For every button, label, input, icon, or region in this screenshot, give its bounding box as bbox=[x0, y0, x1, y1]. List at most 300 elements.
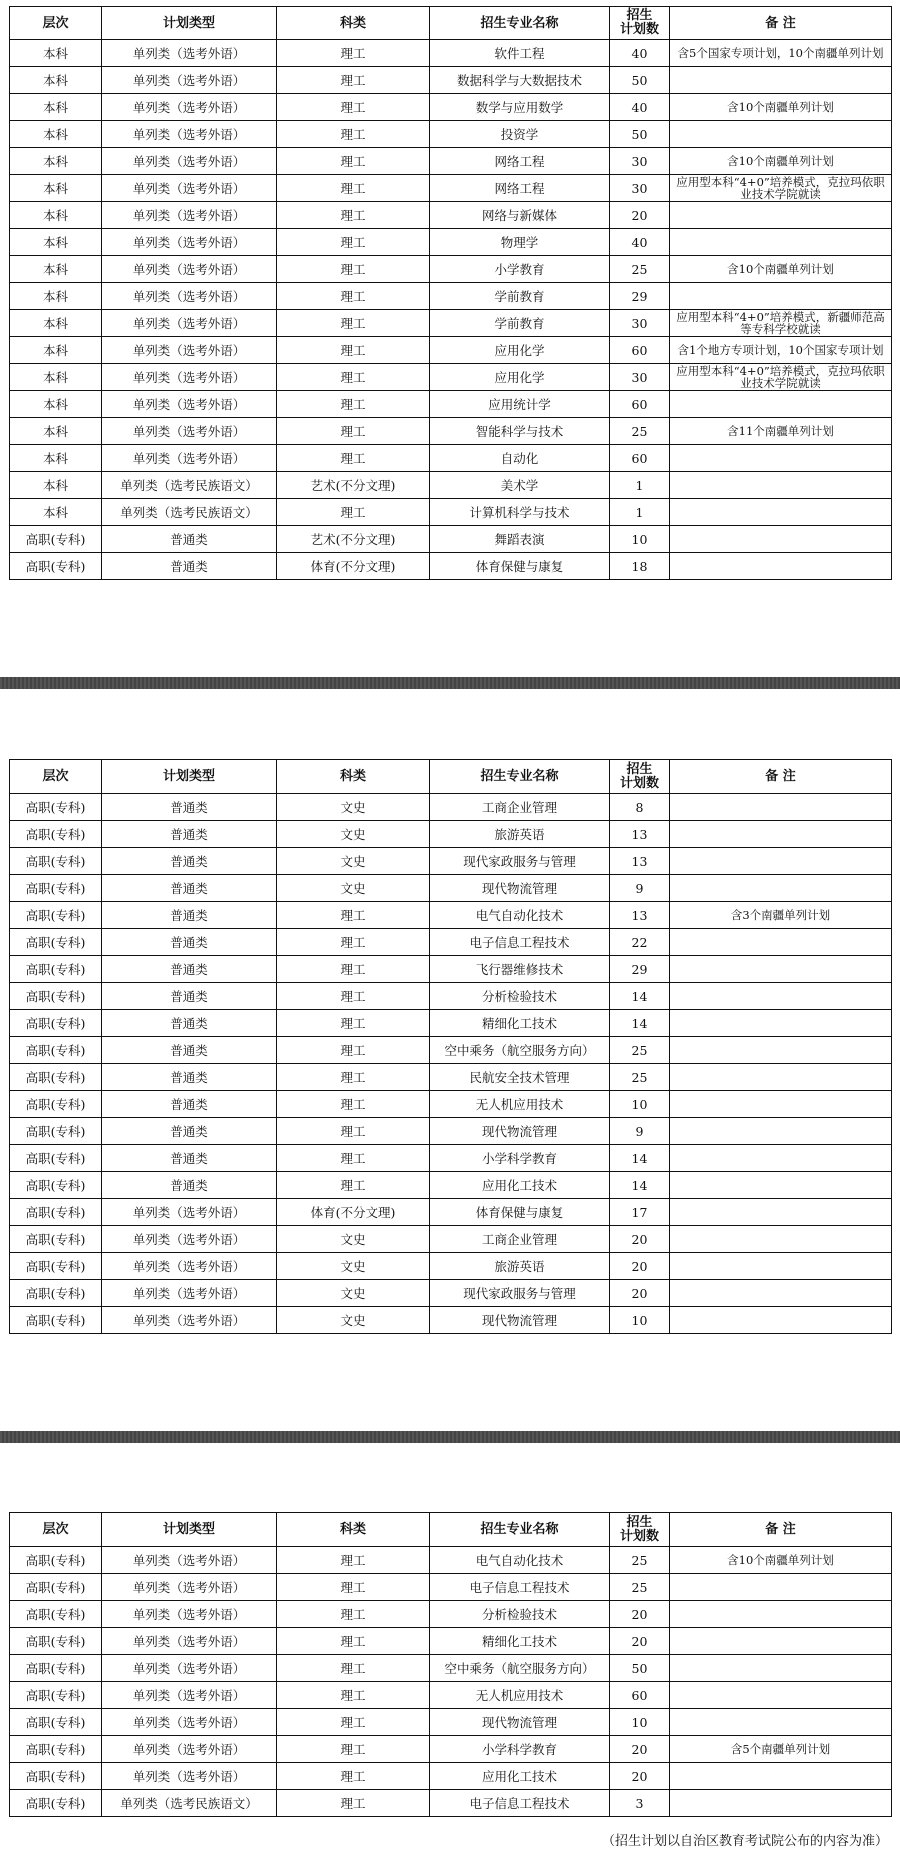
plan-type-cell: 普通类 bbox=[102, 1118, 277, 1145]
table-row bbox=[10, 1253, 892, 1280]
note-cell bbox=[670, 1199, 892, 1226]
plan-type-cell: 单列类（选考外语） bbox=[102, 337, 277, 364]
plan-type-cell: 单列类（选考外语） bbox=[102, 445, 277, 472]
major-cell: 舞蹈表演 bbox=[430, 526, 610, 553]
category-cell: 文史 bbox=[277, 875, 430, 902]
level-cell: 本科 bbox=[10, 472, 102, 499]
category-cell: 文史 bbox=[277, 1307, 430, 1334]
major-cell: 精细化工技术 bbox=[430, 1010, 610, 1037]
category-cell: 理工 bbox=[277, 40, 430, 67]
note-cell bbox=[670, 1763, 892, 1790]
enrollment-table-2 bbox=[9, 759, 892, 1334]
category-cell: 理工 bbox=[277, 1010, 430, 1037]
note-cell bbox=[670, 956, 892, 983]
category-cell: 理工 bbox=[277, 1547, 430, 1574]
level-cell: 本科 bbox=[10, 148, 102, 175]
major-cell: 电子信息工程技术 bbox=[430, 1790, 610, 1817]
major-cell: 物理学 bbox=[430, 229, 610, 256]
major-cell: 现代物流管理 bbox=[430, 1307, 610, 1334]
header-level: 层次 bbox=[10, 760, 102, 794]
note-cell bbox=[670, 526, 892, 553]
header-count-line1: 招生 bbox=[626, 1514, 653, 1530]
plan-type-cell: 单列类（选考外语） bbox=[102, 67, 277, 94]
major-cell: 应用统计学 bbox=[430, 391, 610, 418]
count-cell: 20 bbox=[610, 1226, 670, 1253]
category-cell: 理工 bbox=[277, 1172, 430, 1199]
major-cell: 无人机应用技术 bbox=[430, 1682, 610, 1709]
table-row bbox=[10, 1172, 892, 1199]
note-cell: 应用型本科“4+0”培养模式，新疆师范高等专科学校就读 bbox=[670, 310, 892, 337]
header-count-line1: 招生 bbox=[626, 761, 653, 777]
note-cell: 含5个南疆单列计划 bbox=[670, 1736, 892, 1763]
note-cell bbox=[670, 1280, 892, 1307]
category-cell: 理工 bbox=[277, 256, 430, 283]
plan-type-cell: 普通类 bbox=[102, 1037, 277, 1064]
note-cell bbox=[670, 1226, 892, 1253]
count-cell: 20 bbox=[610, 202, 670, 229]
count-cell: 13 bbox=[610, 821, 670, 848]
table-row bbox=[10, 902, 892, 929]
category-cell: 理工 bbox=[277, 391, 430, 418]
header-plan-type: 计划类型 bbox=[102, 1513, 277, 1547]
level-cell: 高职(专科) bbox=[10, 1628, 102, 1655]
level-cell: 高职(专科) bbox=[10, 1253, 102, 1280]
count-cell: 20 bbox=[610, 1763, 670, 1790]
plan-type-cell: 普通类 bbox=[102, 526, 277, 553]
note-cell bbox=[670, 229, 892, 256]
table-row bbox=[10, 1064, 892, 1091]
count-cell: 29 bbox=[610, 283, 670, 310]
note-cell: 含1个地方专项计划，10个国家专项计划 bbox=[670, 337, 892, 364]
table-row bbox=[10, 1574, 892, 1601]
table-row bbox=[10, 1709, 892, 1736]
count-cell: 60 bbox=[610, 1682, 670, 1709]
level-cell: 本科 bbox=[10, 67, 102, 94]
major-cell: 网络工程 bbox=[430, 175, 610, 202]
category-cell: 理工 bbox=[277, 1118, 430, 1145]
note-cell bbox=[670, 1655, 892, 1682]
category-cell: 理工 bbox=[277, 1091, 430, 1118]
note-cell: 含10个南疆单列计划 bbox=[670, 256, 892, 283]
header-note: 备 注 bbox=[670, 760, 892, 794]
level-cell: 高职(专科) bbox=[10, 1037, 102, 1064]
level-cell: 高职(专科) bbox=[10, 1091, 102, 1118]
header-note: 备 注 bbox=[670, 1513, 892, 1547]
header-level: 层次 bbox=[10, 1513, 102, 1547]
count-cell: 14 bbox=[610, 1145, 670, 1172]
plan-type-cell: 单列类（选考外语） bbox=[102, 1763, 277, 1790]
count-cell: 14 bbox=[610, 1010, 670, 1037]
plan-type-cell: 单列类（选考外语） bbox=[102, 1736, 277, 1763]
count-cell: 29 bbox=[610, 956, 670, 983]
table-row bbox=[10, 956, 892, 983]
table-row bbox=[10, 526, 892, 553]
level-cell: 本科 bbox=[10, 256, 102, 283]
level-cell: 高职(专科) bbox=[10, 929, 102, 956]
header-major: 招生专业名称 bbox=[430, 7, 610, 40]
count-cell: 30 bbox=[610, 310, 670, 337]
plan-type-cell: 单列类（选考外语） bbox=[102, 1628, 277, 1655]
plan-type-cell: 单列类（选考外语） bbox=[102, 94, 277, 121]
category-cell: 理工 bbox=[277, 1037, 430, 1064]
major-cell: 应用化工技术 bbox=[430, 1172, 610, 1199]
count-cell: 14 bbox=[610, 1172, 670, 1199]
header-major: 招生专业名称 bbox=[430, 760, 610, 794]
table-row bbox=[10, 472, 892, 499]
plan-type-cell: 单列类（选考外语） bbox=[102, 1226, 277, 1253]
plan-type-cell: 单列类（选考外语） bbox=[102, 175, 277, 202]
table-row bbox=[10, 202, 892, 229]
category-cell: 理工 bbox=[277, 121, 430, 148]
plan-type-cell: 单列类（选考外语） bbox=[102, 1199, 277, 1226]
category-cell: 理工 bbox=[277, 1763, 430, 1790]
level-cell: 高职(专科) bbox=[10, 902, 102, 929]
enrollment-table-3 bbox=[9, 1512, 892, 1817]
plan-type-cell: 单列类（选考外语） bbox=[102, 148, 277, 175]
category-cell: 理工 bbox=[277, 364, 430, 391]
table-row bbox=[10, 283, 892, 310]
level-cell: 本科 bbox=[10, 364, 102, 391]
table-row bbox=[10, 445, 892, 472]
enrollment-table-1 bbox=[9, 6, 892, 580]
note-cell: 应用型本科“4+0”培养模式，克拉玛依职业技术学院就读 bbox=[670, 364, 892, 391]
category-cell: 理工 bbox=[277, 1682, 430, 1709]
level-cell: 高职(专科) bbox=[10, 1547, 102, 1574]
header-count bbox=[610, 1513, 670, 1547]
level-cell: 本科 bbox=[10, 310, 102, 337]
header-count-line1: 招生 bbox=[626, 8, 653, 23]
note-cell bbox=[670, 202, 892, 229]
table-row bbox=[10, 1307, 892, 1334]
level-cell: 本科 bbox=[10, 337, 102, 364]
note-cell bbox=[670, 472, 892, 499]
note-cell bbox=[670, 1037, 892, 1064]
category-cell: 艺术(不分文理) bbox=[277, 472, 430, 499]
category-cell: 理工 bbox=[277, 1064, 430, 1091]
table-row bbox=[10, 929, 892, 956]
count-cell: 40 bbox=[610, 40, 670, 67]
table-row bbox=[10, 1628, 892, 1655]
category-cell: 文史 bbox=[277, 1253, 430, 1280]
table-row bbox=[10, 821, 892, 848]
table-row bbox=[10, 1601, 892, 1628]
level-cell: 高职(专科) bbox=[10, 1601, 102, 1628]
header-major: 招生专业名称 bbox=[430, 1513, 610, 1547]
note-cell bbox=[670, 445, 892, 472]
level-cell: 高职(专科) bbox=[10, 1763, 102, 1790]
major-cell: 体育保健与康复 bbox=[430, 553, 610, 580]
plan-type-cell: 单列类（选考外语） bbox=[102, 418, 277, 445]
note-cell: 含10个南疆单列计划 bbox=[670, 148, 892, 175]
count-cell: 10 bbox=[610, 526, 670, 553]
note-cell bbox=[670, 1064, 892, 1091]
count-cell: 30 bbox=[610, 148, 670, 175]
major-cell: 现代家政服务与管理 bbox=[430, 1280, 610, 1307]
table-row bbox=[10, 1280, 892, 1307]
count-cell: 60 bbox=[610, 391, 670, 418]
category-cell: 理工 bbox=[277, 1736, 430, 1763]
count-cell: 60 bbox=[610, 337, 670, 364]
count-cell: 25 bbox=[610, 1037, 670, 1064]
header-category: 科类 bbox=[277, 760, 430, 794]
count-cell: 40 bbox=[610, 229, 670, 256]
category-cell: 理工 bbox=[277, 283, 430, 310]
plan-type-cell: 单列类（选考外语） bbox=[102, 310, 277, 337]
note-cell bbox=[670, 1091, 892, 1118]
count-cell: 60 bbox=[610, 445, 670, 472]
plan-type-cell: 单列类（选考民族语文） bbox=[102, 472, 277, 499]
note-cell: 含10个南疆单列计划 bbox=[670, 1547, 892, 1574]
note-cell bbox=[670, 929, 892, 956]
table-row bbox=[10, 1118, 892, 1145]
count-cell: 22 bbox=[610, 929, 670, 956]
table-row bbox=[10, 499, 892, 526]
note-cell: 含5个国家专项计划，10个南疆单列计划 bbox=[670, 40, 892, 67]
count-cell: 13 bbox=[610, 902, 670, 929]
category-cell: 理工 bbox=[277, 1709, 430, 1736]
level-cell: 本科 bbox=[10, 391, 102, 418]
plan-type-cell: 普通类 bbox=[102, 1172, 277, 1199]
major-cell: 自动化 bbox=[430, 445, 610, 472]
major-cell: 电子信息工程技术 bbox=[430, 1574, 610, 1601]
table-row bbox=[10, 121, 892, 148]
table-row bbox=[10, 148, 892, 175]
table-row bbox=[10, 40, 892, 67]
level-cell: 本科 bbox=[10, 229, 102, 256]
category-cell: 理工 bbox=[277, 1790, 430, 1817]
plan-type-cell: 普通类 bbox=[102, 848, 277, 875]
note-cell bbox=[670, 1682, 892, 1709]
major-cell: 小学科学教育 bbox=[430, 1736, 610, 1763]
level-cell: 高职(专科) bbox=[10, 526, 102, 553]
major-cell: 数学与应用数学 bbox=[430, 94, 610, 121]
header-count-line2: 计划数 bbox=[619, 775, 659, 791]
table-row bbox=[10, 256, 892, 283]
count-cell: 20 bbox=[610, 1253, 670, 1280]
plan-type-cell: 单列类（选考外语） bbox=[102, 1307, 277, 1334]
plan-type-cell: 单列类（选考外语） bbox=[102, 391, 277, 418]
level-cell: 高职(专科) bbox=[10, 1145, 102, 1172]
table-row bbox=[10, 1091, 892, 1118]
plan-type-cell: 单列类（选考外语） bbox=[102, 256, 277, 283]
major-cell: 现代物流管理 bbox=[430, 1709, 610, 1736]
level-cell: 高职(专科) bbox=[10, 1199, 102, 1226]
count-cell: 25 bbox=[610, 256, 670, 283]
plan-type-cell: 单列类（选考外语） bbox=[102, 1682, 277, 1709]
plan-type-cell: 单列类（选考外语） bbox=[102, 1253, 277, 1280]
category-cell: 理工 bbox=[277, 1574, 430, 1601]
table-row bbox=[10, 337, 892, 364]
table-row bbox=[10, 848, 892, 875]
plan-type-cell: 单列类（选考外语） bbox=[102, 283, 277, 310]
note-cell bbox=[670, 499, 892, 526]
major-cell: 网络工程 bbox=[430, 148, 610, 175]
count-cell: 50 bbox=[610, 67, 670, 94]
level-cell: 高职(专科) bbox=[10, 1226, 102, 1253]
note-cell bbox=[670, 1172, 892, 1199]
level-cell: 高职(专科) bbox=[10, 1574, 102, 1601]
major-cell: 分析检验技术 bbox=[430, 1601, 610, 1628]
major-cell: 学前教育 bbox=[430, 310, 610, 337]
major-cell: 数据科学与大数据技术 bbox=[430, 67, 610, 94]
table-header-row bbox=[10, 7, 892, 40]
level-cell: 高职(专科) bbox=[10, 1010, 102, 1037]
major-cell: 网络与新媒体 bbox=[430, 202, 610, 229]
category-cell: 理工 bbox=[277, 418, 430, 445]
level-cell: 高职(专科) bbox=[10, 1682, 102, 1709]
count-cell: 18 bbox=[610, 553, 670, 580]
note-cell: 应用型本科“4+0”培养模式，克拉玛依职业技术学院就读 bbox=[670, 175, 892, 202]
table-row bbox=[10, 794, 892, 821]
header-category: 科类 bbox=[277, 1513, 430, 1547]
major-cell: 现代物流管理 bbox=[430, 1118, 610, 1145]
category-cell: 理工 bbox=[277, 148, 430, 175]
table-row bbox=[10, 1547, 892, 1574]
header-note: 备 注 bbox=[670, 7, 892, 40]
table-row bbox=[10, 229, 892, 256]
table-row bbox=[10, 67, 892, 94]
table-row bbox=[10, 1790, 892, 1817]
category-cell: 体育(不分文理) bbox=[277, 553, 430, 580]
level-cell: 本科 bbox=[10, 418, 102, 445]
level-cell: 本科 bbox=[10, 175, 102, 202]
plan-type-cell: 普通类 bbox=[102, 875, 277, 902]
major-cell: 精细化工技术 bbox=[430, 1628, 610, 1655]
page-separator bbox=[0, 1431, 900, 1443]
level-cell: 本科 bbox=[10, 121, 102, 148]
count-cell: 50 bbox=[610, 1655, 670, 1682]
level-cell: 高职(专科) bbox=[10, 848, 102, 875]
level-cell: 高职(专科) bbox=[10, 1736, 102, 1763]
table-row bbox=[10, 94, 892, 121]
note-cell bbox=[670, 1307, 892, 1334]
level-cell: 高职(专科) bbox=[10, 1172, 102, 1199]
plan-type-cell: 普通类 bbox=[102, 902, 277, 929]
category-cell: 理工 bbox=[277, 337, 430, 364]
note-cell bbox=[670, 283, 892, 310]
major-cell: 计算机科学与技术 bbox=[430, 499, 610, 526]
level-cell: 高职(专科) bbox=[10, 1709, 102, 1736]
plan-type-cell: 普通类 bbox=[102, 956, 277, 983]
plan-type-cell: 单列类（选考民族语文） bbox=[102, 499, 277, 526]
level-cell: 高职(专科) bbox=[10, 1118, 102, 1145]
major-cell: 智能科学与技术 bbox=[430, 418, 610, 445]
category-cell: 文史 bbox=[277, 794, 430, 821]
plan-type-cell: 单列类（选考外语） bbox=[102, 1280, 277, 1307]
category-cell: 理工 bbox=[277, 956, 430, 983]
major-cell: 空中乘务（航空服务方向） bbox=[430, 1037, 610, 1064]
footnote: （招生计划以自治区教育考试院公布的内容为准） bbox=[601, 1834, 888, 1849]
level-cell: 本科 bbox=[10, 499, 102, 526]
plan-type-cell: 普通类 bbox=[102, 1064, 277, 1091]
note-cell: 含3个南疆单列计划 bbox=[670, 902, 892, 929]
header-plan-type: 计划类型 bbox=[102, 760, 277, 794]
plan-type-cell: 单列类（选考外语） bbox=[102, 1601, 277, 1628]
category-cell: 理工 bbox=[277, 1655, 430, 1682]
category-cell: 理工 bbox=[277, 310, 430, 337]
header-category: 科类 bbox=[277, 7, 430, 40]
category-cell: 理工 bbox=[277, 929, 430, 956]
plan-type-cell: 单列类（选考民族语文） bbox=[102, 1790, 277, 1817]
major-cell: 现代物流管理 bbox=[430, 875, 610, 902]
plan-type-cell: 单列类（选考外语） bbox=[102, 1709, 277, 1736]
category-cell: 理工 bbox=[277, 67, 430, 94]
note-cell: 含10个南疆单列计划 bbox=[670, 94, 892, 121]
count-cell: 10 bbox=[610, 1709, 670, 1736]
table-row bbox=[10, 391, 892, 418]
table-row bbox=[10, 1736, 892, 1763]
plan-type-cell: 普通类 bbox=[102, 821, 277, 848]
table-row bbox=[10, 983, 892, 1010]
major-cell: 空中乘务（航空服务方向） bbox=[430, 1655, 610, 1682]
table-row bbox=[10, 364, 892, 391]
category-cell: 理工 bbox=[277, 1628, 430, 1655]
major-cell: 美术学 bbox=[430, 472, 610, 499]
major-cell: 飞行器维修技术 bbox=[430, 956, 610, 983]
plan-type-cell: 单列类（选考外语） bbox=[102, 1547, 277, 1574]
count-cell: 20 bbox=[610, 1601, 670, 1628]
major-cell: 投资学 bbox=[430, 121, 610, 148]
count-cell: 3 bbox=[610, 1790, 670, 1817]
level-cell: 高职(专科) bbox=[10, 983, 102, 1010]
count-cell: 25 bbox=[610, 1574, 670, 1601]
count-cell: 14 bbox=[610, 983, 670, 1010]
note-cell bbox=[670, 67, 892, 94]
count-cell: 30 bbox=[610, 175, 670, 202]
header-count bbox=[610, 760, 670, 794]
count-cell: 1 bbox=[610, 472, 670, 499]
note-cell bbox=[670, 1574, 892, 1601]
table-row bbox=[10, 1199, 892, 1226]
note-cell bbox=[670, 121, 892, 148]
note-cell bbox=[670, 1709, 892, 1736]
plan-type-cell: 普通类 bbox=[102, 553, 277, 580]
level-cell: 本科 bbox=[10, 202, 102, 229]
major-cell: 旅游英语 bbox=[430, 1253, 610, 1280]
count-cell: 30 bbox=[610, 364, 670, 391]
count-cell: 40 bbox=[610, 94, 670, 121]
category-cell: 艺术(不分文理) bbox=[277, 526, 430, 553]
table-row bbox=[10, 1226, 892, 1253]
note-cell bbox=[670, 1601, 892, 1628]
category-cell: 文史 bbox=[277, 821, 430, 848]
table-row bbox=[10, 1682, 892, 1709]
major-cell: 分析检验技术 bbox=[430, 983, 610, 1010]
note-cell bbox=[670, 1790, 892, 1817]
table-row bbox=[10, 1145, 892, 1172]
table-header-row bbox=[10, 760, 892, 794]
level-cell: 高职(专科) bbox=[10, 553, 102, 580]
category-cell: 理工 bbox=[277, 499, 430, 526]
major-cell: 学前教育 bbox=[430, 283, 610, 310]
level-cell: 高职(专科) bbox=[10, 1307, 102, 1334]
table-row bbox=[10, 1655, 892, 1682]
major-cell: 小学教育 bbox=[430, 256, 610, 283]
category-cell: 理工 bbox=[277, 983, 430, 1010]
count-cell: 10 bbox=[610, 1307, 670, 1334]
table-row bbox=[10, 1010, 892, 1037]
category-cell: 文史 bbox=[277, 1280, 430, 1307]
note-cell bbox=[670, 391, 892, 418]
note-cell bbox=[670, 875, 892, 902]
category-cell: 理工 bbox=[277, 229, 430, 256]
level-cell: 高职(专科) bbox=[10, 1655, 102, 1682]
count-cell: 9 bbox=[610, 875, 670, 902]
count-cell: 25 bbox=[610, 1064, 670, 1091]
plan-type-cell: 单列类（选考外语） bbox=[102, 1574, 277, 1601]
count-cell: 10 bbox=[610, 1091, 670, 1118]
major-cell: 软件工程 bbox=[430, 40, 610, 67]
